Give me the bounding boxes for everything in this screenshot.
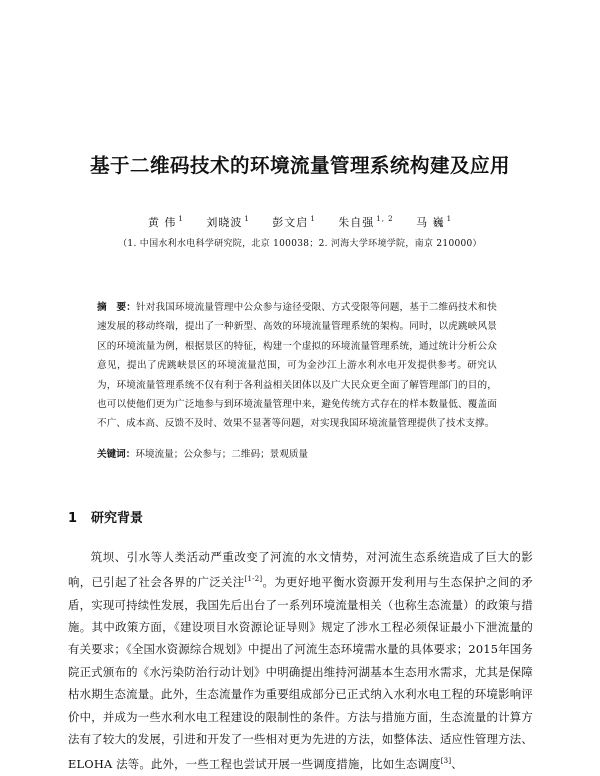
affiliation: （1. 中国水利水电科学研究院，北京 100038；2. 河海大学环境学院，南京 210000）: [118, 239, 482, 249]
keywords: [97, 445, 497, 464]
keywords-label: 关键词：: [97, 449, 136, 460]
citation[interactable]: [1-2]: [244, 575, 263, 584]
paragraph: 筑坝、引水等人类活动严重改变了河流的水文情势，对河流生态系统造成了巨大的影响，已引起了社会各界的广泛关注[1-2]。为更好地平衡水资源开发利用与生态保护之间的矛盾，实现可持续性发展，我国先后出台了一系列环境流量相关（也称生态流量）的政策与措施。其中政策方面，《建设项目水资源论证导则》规定了涉水工程必须保证最小下泄流量的有关要求；《全国水资源综合规划》中提出了河流生态环境需水量的具体要求；2015年国务院正式颁布的《水污染防治行动计划》中明确提出维持河湖基本生态用水需求，尤其是保障枯水期生态流量。此外，生态流量作为重要组成部分已正式纳入水利水电工程的环境影响评价中，并成为一些水利水电工程建设的限制性的条件。方法与措施方面，生态流量的计算方法有了较大的发展，引进和开发了一些相对更为先进的方法，如整体法、适应性管理方法、ELOHA 法等。此外，一些工程也尝试开展一些调度措施，比如生态调度[3]、: [68, 550, 533, 772]
author-list: [0, 214, 600, 230]
author: 刘晓波 $^1$: [206, 215, 250, 229]
paper-title: 基于二维码技术的环境流量管理系统构建及应用: [89, 154, 510, 177]
abstract: [97, 298, 497, 434]
author: 朱自强 $^{1, 2}$: [338, 215, 394, 229]
author: 马 巍 $^1$: [416, 215, 453, 229]
section-title: 研究背景: [91, 511, 144, 526]
citation[interactable]: [3]: [440, 757, 452, 766]
author: 黄 伟 $^1$: [147, 215, 184, 229]
abstract-label: 摘 要：: [97, 302, 137, 313]
section-heading: [68, 507, 143, 526]
author: 彭文启 $^1$: [272, 215, 316, 229]
keywords-text: 环境流量；公众参与；二维码；景观质量: [135, 449, 309, 460]
section-number: 1: [68, 511, 78, 526]
body-text: [68, 546, 533, 776]
abstract-text: 针对我国环境流量管理中公众参与途径受限、方式受限等问题，基于二维码技术和快速发展的移动终端，提出了一种新型、高效的环境流量管理系统的架构。同时，以虎跳峡风景区的环境流量为例，根据景区的特征，构建一个虚拟的环境流量管理系统，通过统计分析公众意见，提出了虎跳峡景区的环境流量范围，可为金沙江上游水利水电开发提供参考。研究认为，环境流量管理系统不仅有利于各利益相关团体以及广大民众更全面了解管理部门的目的，也可以使他们更为广泛地参与到环境流量管理中来，避免传统方式存在的样本数量低、覆盖面不广、成本高、反馈不及时、效果不显著等问题，对实现我国环境流量管理提供了技术支撑。: [97, 302, 497, 430]
